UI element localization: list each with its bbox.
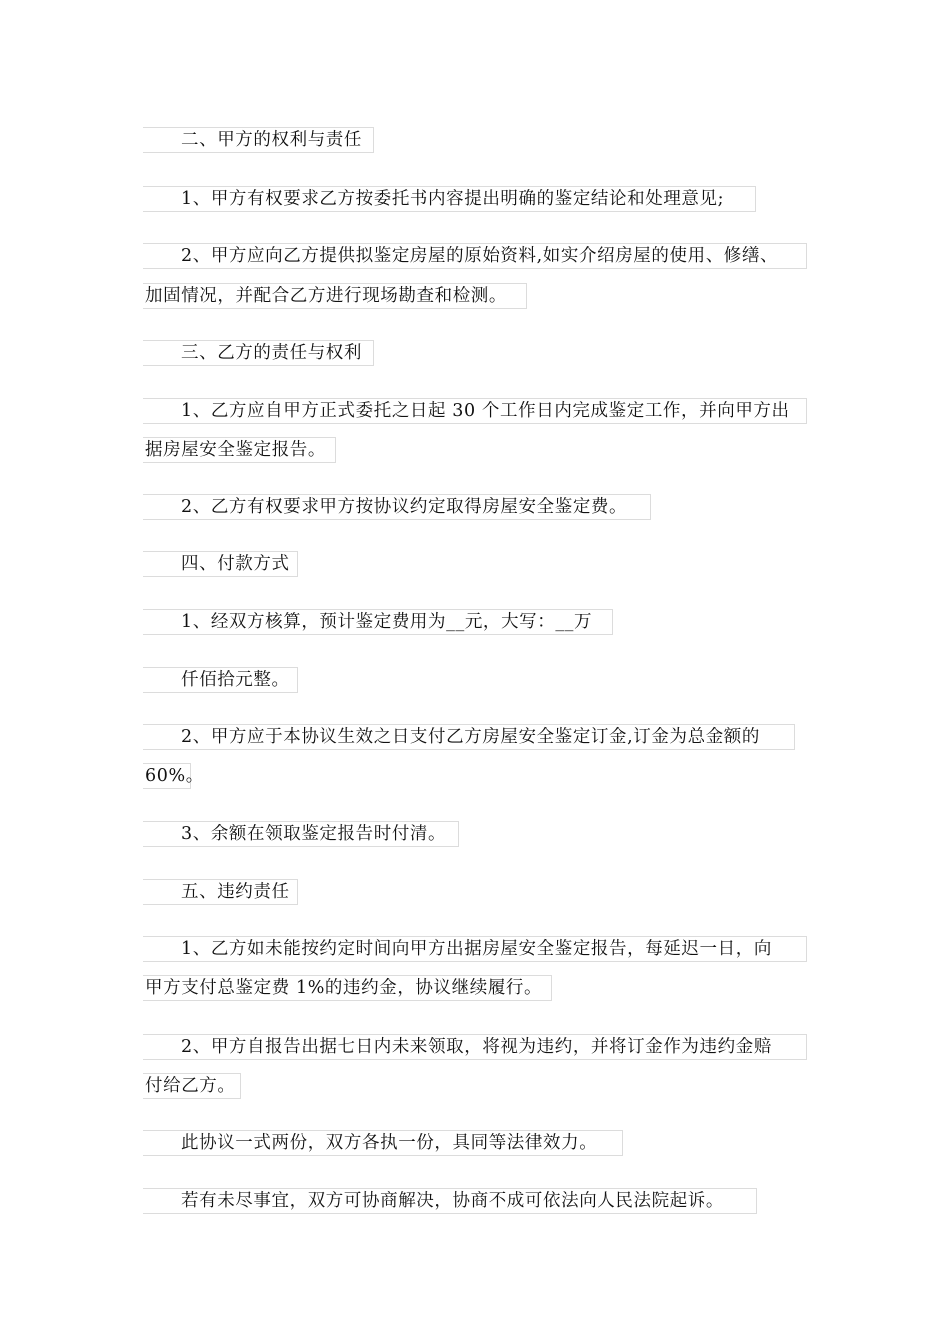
clause-pay-2-line-1: 2、甲方应于本协议生效之日支付乙方房屋安全鉴定订金,订金为总金额的 (143, 724, 795, 750)
clause-pay-2-line-2: 60%。 (143, 763, 191, 789)
clause-disputes: 若有未尽事宜，双方可协商解决，协商不成可依法向人民法院起诉。 (143, 1188, 757, 1214)
heading-party-b-duties: 三、乙方的责任与权利 (143, 340, 374, 366)
clause-breach-2-line-1: 2、甲方自报告出据七日内未来领取，将视为违约，并将订金作为违约金赔 (143, 1034, 807, 1060)
clause-a-1: 1、甲方有权要求乙方按委托书内容提出明确的鉴定结论和处理意见; (143, 186, 756, 212)
clause-breach-1-line-1: 1、乙方如未能按约定时间向甲方出据房屋安全鉴定报告，每延迟一日，向 (143, 936, 807, 962)
clause-breach-1-line-2: 甲方支付总鉴定费 1%的违约金，协议继续履行。 (143, 975, 552, 1001)
clause-pay-3: 3、余额在领取鉴定报告时付清。 (143, 821, 459, 847)
clause-copies: 此协议一式两份，双方各执一份，具同等法律效力。 (143, 1130, 623, 1156)
clause-a-2-line-2: 加固情况，并配合乙方进行现场勘查和检测。 (143, 283, 527, 309)
clause-breach-2-line-2: 付给乙方。 (143, 1073, 241, 1099)
clause-a-2-line-1: 2、甲方应向乙方提供拟鉴定房屋的原始资料,如实介绍房屋的使用、修缮、 (143, 243, 807, 269)
heading-party-a-rights: 二、甲方的权利与责任 (143, 127, 374, 153)
clause-b-1-line-2: 据房屋安全鉴定报告。 (143, 437, 336, 463)
heading-breach-liability: 五、违约责任 (143, 879, 298, 905)
clause-b-1-line-1: 1、乙方应自甲方正式委托之日起 30 个工作日内完成鉴定工作，并向甲方出 (143, 398, 807, 424)
clause-pay-1-line-1: 1、经双方核算，预计鉴定费用为__元，大写：__万 (143, 609, 613, 635)
clause-b-2: 2、乙方有权要求甲方按协议约定取得房屋安全鉴定费。 (143, 494, 651, 520)
clause-pay-1-line-2: 仟佰拾元整。 (143, 667, 298, 693)
heading-payment-method: 四、付款方式 (143, 551, 298, 577)
